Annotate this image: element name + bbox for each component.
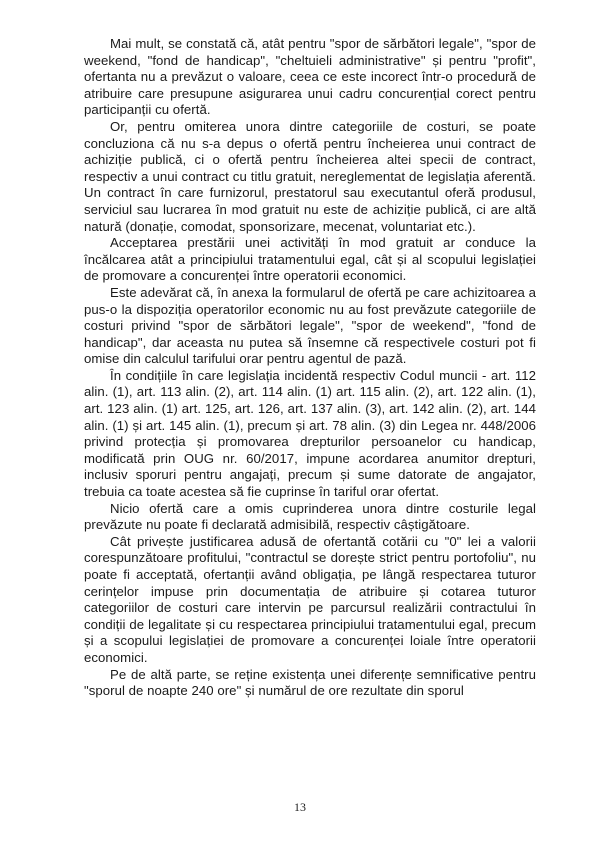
paragraph-1: Mai mult, se constată că, atât pentru "spor de sărbători legale", "spor de weekend, "fond de handicap", "cheltuieli administrative" și pentru "profit", ofertanta nu a prevăzut o valoare, ceea ce este incorect într-o procedură de atribuire care presupune asigurarea unui cadru concurențial corect pentru participanții cu ofertă. xyxy=(84,36,536,118)
paragraph-3: Acceptarea prestării unei activități în mod gratuit ar conduce la încălcarea atât a principiului tratamentului egal, cât și al scopului legislației de promovare a concurenței între operatorii economici. xyxy=(84,235,536,284)
paragraph-7: Cât privește justificarea adusă de ofertantă cotării cu "0" lei a valorii corespunzătoare profitului, "contractul se dorește strict pentru portofoliu", nu poate fi acceptată, ofertanții având obligația, pe lângă respectarea tuturor cerințelor impuse prin documentația de atribuire și cotarea tuturor categoriilor de costuri care intervin pe parcursul realizării contractului în condiții de legalitate și cu respectarea principiului tratamentului egal, precum și a scopului legislației de promovare a concurenței loiale între operatorii economici. xyxy=(84,533,536,665)
document-body xyxy=(84,36,536,700)
paragraph-6: Nicio ofertă care a omis cuprinderea unora dintre costurile legal prevăzute nu poate fi declarată admisibilă, respectiv câștigătoare. xyxy=(84,500,536,533)
paragraph-8: Pe de altă parte, se reține existența unei diferențe semnificative pentru "sporul de noapte 240 ore" și numărul de ore rezultate din sporul xyxy=(84,666,536,699)
paragraph-5: În condițiile în care legislația incidentă respectiv Codul muncii - art. 112 alin. (1), art. 113 alin. (2), art. 114 alin. (1) art. 115 alin. (2), art. 122 alin. (1), art. 123 alin. (1) art. 125, art. 126, art. 137 alin. (3), art. 142 alin. (2), art. 144 alin. (1) și art. 145 alin. (1), precum și art. 78 alin. (3) din Legea nr. 448/2006 privind protecția și promovarea drepturilor persoanelor cu handicap, modificată prin OUG nr. 60/2017, impune acordarea anumitor drepturi, inclusiv sporuri pentru angajați, precum și sume datorate de angajator, trebuia ca toate acestea să fie cuprinse în tariful orar ofertat. xyxy=(84,367,536,500)
paragraph-4: Este adevărat că, în anexa la formularul de ofertă pe care achizitoarea a pus-o la dispoziția operatorilor economic nu au fost prevăzute categoriile de costuri privind "spor de sărbători legale", "spor de weekend", "fond de handicap", dar aceasta nu putea să însemne că respectivele costuri pot fi omise din calculul tarifului orar pentru agentul de pază. xyxy=(84,284,536,367)
paragraph-2: Or, pentru omiterea unora dintre categoriile de costuri, se poate concluziona că nu s-a depus o ofertă pentru încheierea unui contract de achiziție publică, ci o ofertă pentru încheierea altei specii de contract, respectiv a unui contract cu titlu gratuit, nereglementat de legislația aferentă. Un contract în care furnizorul, prestatorul sau executantul oferă produsul, serviciul sau lucrarea în mod gratuit nu este de achiziție publică, ci are altă natură (donație, comodat, sponsorizare, mecenat, voluntariat etc.). xyxy=(84,118,536,234)
page-number: 13 xyxy=(294,800,306,814)
